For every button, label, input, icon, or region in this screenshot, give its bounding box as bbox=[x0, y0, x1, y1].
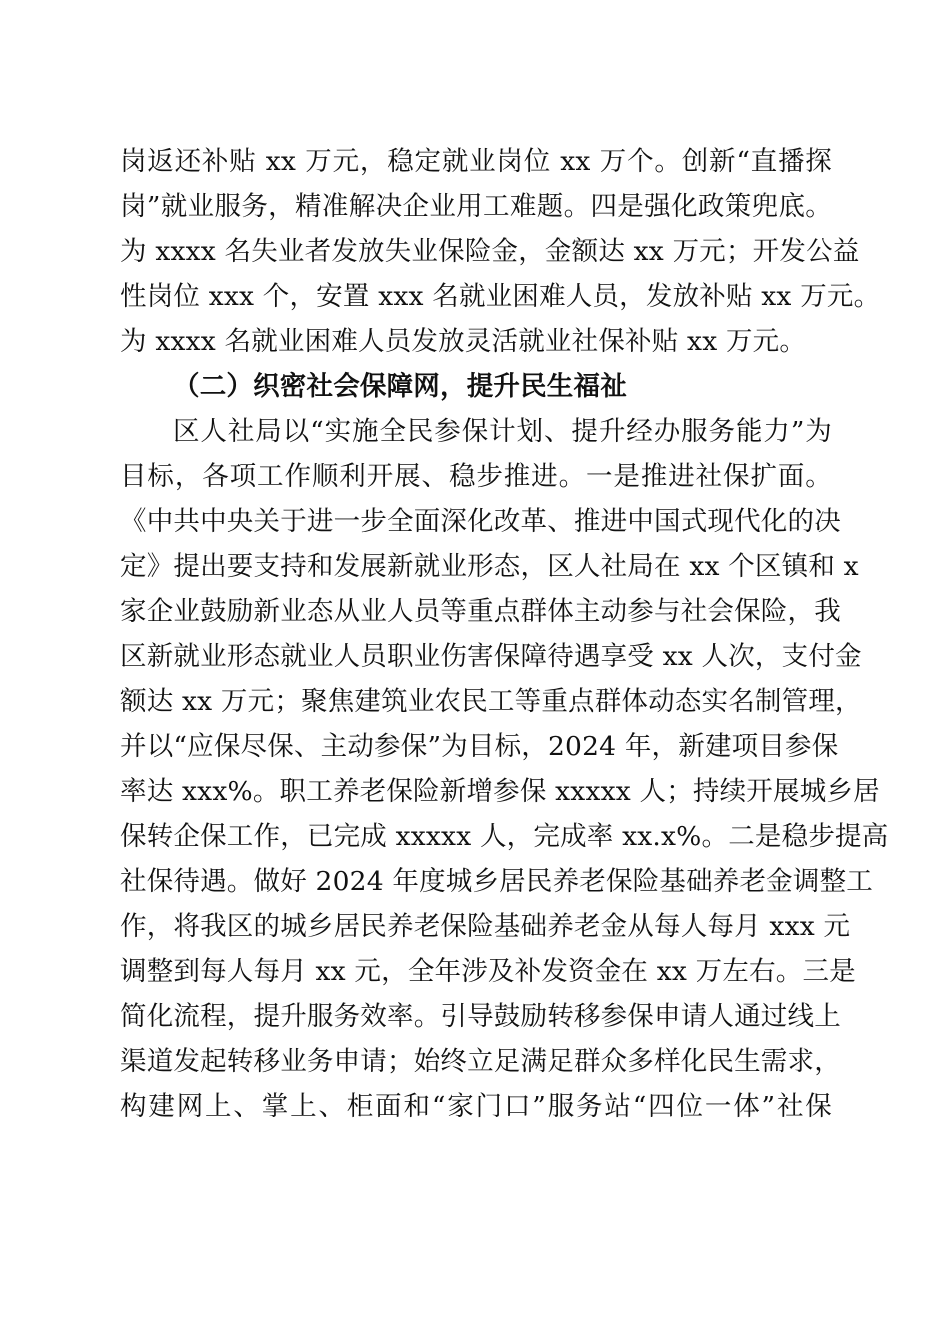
text-line: 作，将我区的城乡居民养老保险基础养老金从每人每月 xxx 元 bbox=[120, 911, 851, 942]
text-line: 目标，各项工作顺利开展、稳步推进。一是推进社保扩面。 bbox=[120, 461, 832, 492]
text-line: 性岗位 xxx 个，安置 xxx 名就业困难人员，发放补贴 xx 万元。 bbox=[120, 281, 881, 312]
text-line: 额达 xx 万元；聚焦建筑业农民工等重点群体动态实名制管理， bbox=[120, 686, 862, 717]
text-line: 简化流程，提升服务效率。引导鼓励转移参保申请人通过线上 bbox=[120, 1001, 841, 1032]
text-line: 岗返还补贴 xx 万元，稳定就业岗位 xx 万个。创新“直播探 bbox=[120, 146, 832, 177]
text-line: 《中共中央关于进一步全面深化改革、推进中国式现代化的决 bbox=[120, 506, 841, 537]
paragraph-social-security bbox=[120, 409, 889, 1129]
text-line: 渠道发起转移业务申请；始终立足满足群众多样化民生需求， bbox=[120, 1046, 841, 1077]
text-line: 区人社局以“实施全民参保计划、提升经办服务能力”为 bbox=[173, 416, 832, 447]
text-line: 率达 xxx%。职工养老保险新增参保 xxxxx 人；持续开展城乡居 bbox=[120, 776, 880, 807]
document-body bbox=[120, 139, 889, 1129]
text-line: 为 xxxx 名就业困难人员发放灵活就业社保补贴 xx 万元。 bbox=[120, 326, 807, 357]
text-line: 构建网上、掌上、柜面和“家门口”服务站“四位一体”社保 bbox=[120, 1091, 832, 1122]
text-line: 调整到每人每月 xx 元，全年涉及补发资金在 xx 万左右。三是 bbox=[120, 956, 856, 987]
text-line: 家企业鼓励新业态从业人员等重点群体主动参与社会保险，我 bbox=[120, 596, 841, 627]
text-line: 岗”就业服务，精准解决企业用工难题。四是强化政策兜底。 bbox=[120, 191, 832, 222]
text-line: 保转企保工作，已完成 xxxxx 人，完成率 xx.x%。二是稳步提高 bbox=[120, 821, 889, 852]
text-line: 并以“应保尽保、主动参保”为目标，2024 年，新建项目参保 bbox=[120, 731, 839, 762]
paragraph-employment-policy bbox=[120, 139, 881, 364]
text-line: 为 xxxx 名失业者发放失业保险金，金额达 xx 万元；开发公益 bbox=[120, 236, 860, 267]
section-heading: （二）织密社会保障网，提升民生福祉 bbox=[173, 371, 627, 402]
text-line: 社保待遇。做好 2024 年度城乡居民养老保险基础养老金调整工 bbox=[120, 866, 873, 897]
text-line: 定》提出要支持和发展新就业形态，区人社局在 xx 个区镇和 x bbox=[120, 551, 859, 582]
text-line: 区新就业形态就业人员职业伤害保障待遇享受 xx 人次，支付金 bbox=[120, 641, 862, 672]
